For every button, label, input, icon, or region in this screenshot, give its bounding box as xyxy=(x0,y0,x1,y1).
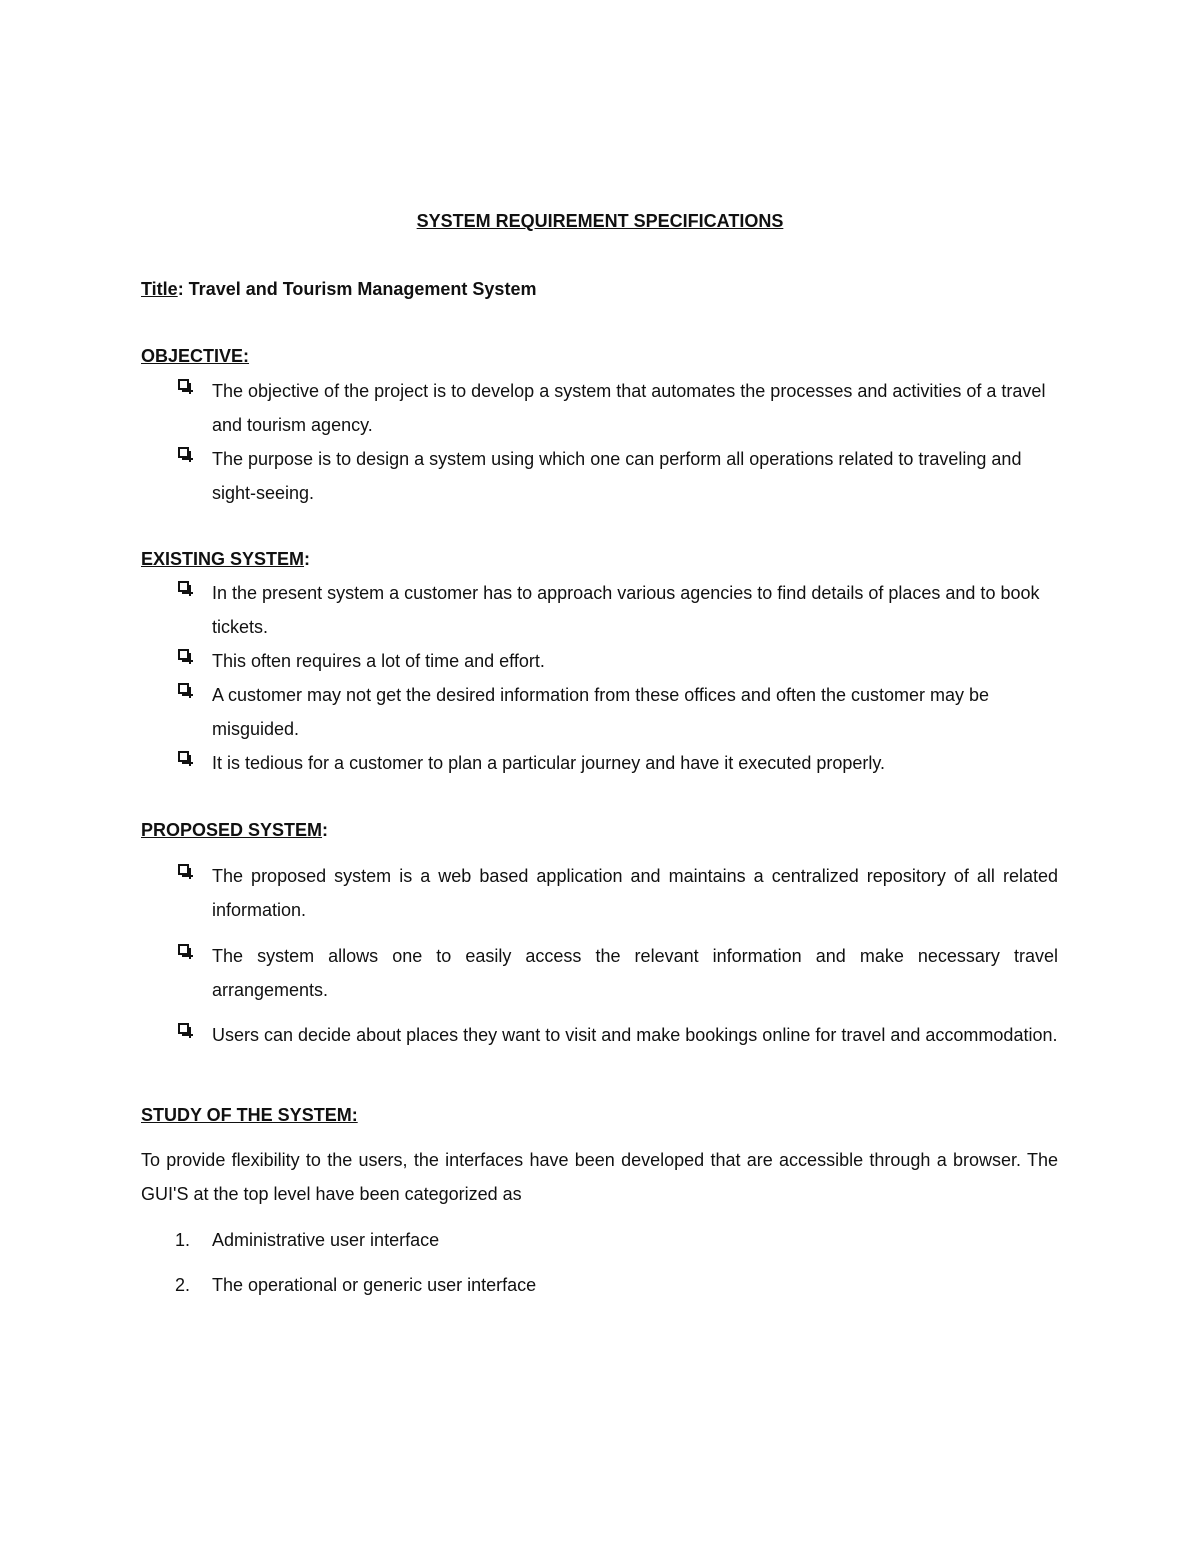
list-item xyxy=(178,678,1048,746)
title-label: Title xyxy=(141,279,178,299)
study-system-heading xyxy=(141,1103,358,1127)
checkbox-bullet-icon xyxy=(178,1023,189,1034)
proposed-heading-text: PROPOSED SYSTEM xyxy=(141,820,323,840)
proposed-system-heading xyxy=(141,818,328,842)
numbered-item xyxy=(175,1228,439,1252)
list-item xyxy=(178,746,1058,780)
project-title xyxy=(141,277,536,301)
item-text: The operational or generic user interface xyxy=(212,1275,537,1295)
list-item xyxy=(178,1018,1058,1052)
bullet-text: Users can decide about places they want to visit and make bookings online for travel and accommodation. xyxy=(212,1025,1058,1045)
checkbox-bullet-icon xyxy=(178,649,189,660)
list-item xyxy=(178,939,1058,1007)
checkbox-bullet-icon xyxy=(178,683,189,694)
list-item xyxy=(178,374,1058,442)
checkbox-bullet-icon xyxy=(178,751,189,762)
existing-system-heading xyxy=(141,547,310,571)
checkbox-bullet-icon xyxy=(178,447,189,458)
checkbox-bullet-icon xyxy=(178,379,189,390)
item-number: 2. xyxy=(175,1275,191,1295)
title-value: : Travel and Tourism Management System xyxy=(177,279,537,299)
objective-heading xyxy=(141,344,249,368)
study-paragraph: To provide flexibility to the users, the interfaces have been developed that are accessible through a browser. The GUI'S at the top level have been categorized as xyxy=(141,1150,1058,1204)
existing-heading-text: EXISTING SYSTEM xyxy=(141,549,305,569)
bullet-text: The objective of the project is to develop a system that automates the processes and activities of a travel and tourism agency. xyxy=(212,381,1046,435)
page-title: SYSTEM REQUIREMENT SPECIFICATIONS xyxy=(416,211,784,231)
list-item xyxy=(178,859,1058,927)
proposed-heading-colon: : xyxy=(322,820,329,840)
list-item xyxy=(178,576,1048,644)
objective-heading-text: OBJECTIVE: xyxy=(141,346,250,366)
list-item xyxy=(178,644,1058,678)
checkbox-bullet-icon xyxy=(178,864,189,875)
bullet-text: This often requires a lot of time and effort. xyxy=(212,651,545,671)
item-number: 1. xyxy=(175,1230,191,1250)
checkbox-bullet-icon xyxy=(178,944,189,955)
list-item xyxy=(178,442,1058,510)
bullet-text: It is tedious for a customer to plan a particular journey and have it executed properly. xyxy=(212,753,886,773)
numbered-item xyxy=(175,1273,536,1297)
bullet-text: The purpose is to design a system using which one can perform all operations related to traveling and sight-seeing. xyxy=(212,449,1022,503)
bullet-text: The system allows one to easily access the relevant information and make necessary travel arrangements. xyxy=(212,946,1058,1000)
existing-heading-colon: : xyxy=(304,549,311,569)
study-heading-text: STUDY OF THE SYSTEM: xyxy=(141,1105,358,1125)
bullet-text: The proposed system is a web based application and maintains a centralized repository of all related information. xyxy=(212,866,1058,920)
bullet-text: In the present system a customer has to approach various agencies to find details of places and to book tickets. xyxy=(212,583,1040,637)
item-text: Administrative user interface xyxy=(212,1230,440,1250)
bullet-text: A customer may not get the desired information from these offices and often the customer may be misguided. xyxy=(212,685,990,739)
checkbox-bullet-icon xyxy=(178,581,189,592)
